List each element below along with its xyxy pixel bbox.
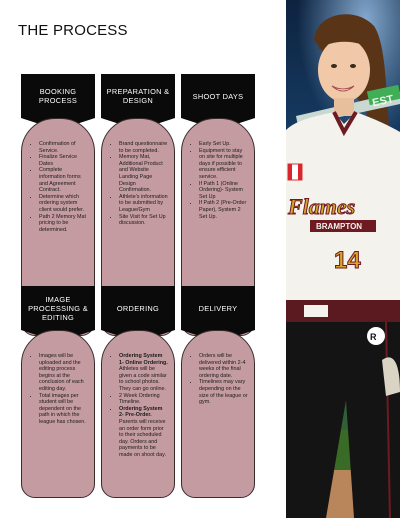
list-item: • Finalize Service Dates [39,154,88,167]
list-item: • Early Set Up. [199,141,248,148]
list-item: • Confirmation of Service. [39,141,88,154]
list-item [119,393,168,406]
athlete-photo-illustration [286,0,400,518]
bat-text: EST [371,93,395,110]
step-heading: BOOKING PROCESS [21,74,95,118]
step-heading: IMAGE PROCESSING & EDITING [21,286,95,330]
jersey-number: 14 [334,247,361,274]
list-item: • Timelines may vary depending on the size of the league or gym. [199,379,248,405]
step-list [30,141,88,233]
list-item: • If Path 1 (Online Ordering)- System Set Up [199,181,248,201]
list-item-emphasis: Ordering System 2- Pre-Order. [119,405,163,419]
step-list [190,353,248,406]
list-item-text: 2 Week Ordering Timeline. [119,392,160,406]
step-card [21,330,95,498]
list-item: • Memory Mat, Additional Product and Website Landing Page Design Confirmation. [119,154,168,194]
step-card [181,330,255,498]
list-item: • Path 2 Memory Mat pricing to be determined. [39,214,88,234]
list-item: • Determine which ordering system client would prefer. [39,194,88,214]
athlete-photo [286,0,400,518]
svg-text:R: R [370,332,377,342]
step-heading: ORDERING [101,286,175,330]
step-list [110,353,168,459]
list-item [119,353,168,393]
jersey-city: BRAMPTON [316,222,363,231]
jersey-script: Flames [288,194,356,219]
step-heading: DELIVERY [181,286,255,330]
list-item: • Total images per student will be dependent on the path in which the league has chosen. [39,393,88,426]
list-item-emphasis: Ordering System 1- Online Ordering. [119,353,168,366]
list-item: • Equipment to stay on site for multiple days if possible to ensure efficient service. [199,148,248,181]
step-list [110,141,168,227]
step-card [101,330,175,498]
step-heading: PREPARATION & DESIGN [101,74,175,118]
step-list [30,353,88,426]
list-item: • Complete information forms and Agreement Contract. [39,167,88,193]
list-item: • Athlete's information to be submitted by League/Gym [119,194,168,214]
list-item: • Brand questionnaire to be completed. [119,141,168,154]
step-heading: SHOOT DAYS [181,74,255,118]
list-item: • Site Visit for Set Up discussion. [119,214,168,227]
list-item: • Images will be uploaded and the editing process begins at the conclusion of each editing day. [39,353,88,393]
list-item: • Orders will be delivered within 2-4 weeks of the final ordering date. [199,353,248,379]
list-item: • If Path 2 (Pre-Order Paper), System 2 Set Up. [199,200,248,220]
list-item [119,406,168,459]
page-title: THE PROCESS [18,22,128,39]
list-item-text: Parents will receive an order form prior to their scheduled day. Orders and payments to be made on shoot day. [119,418,166,458]
step-list [190,141,248,220]
list-item-text: Athletes will be given a code similar to school photos. They can go online. [119,366,167,392]
